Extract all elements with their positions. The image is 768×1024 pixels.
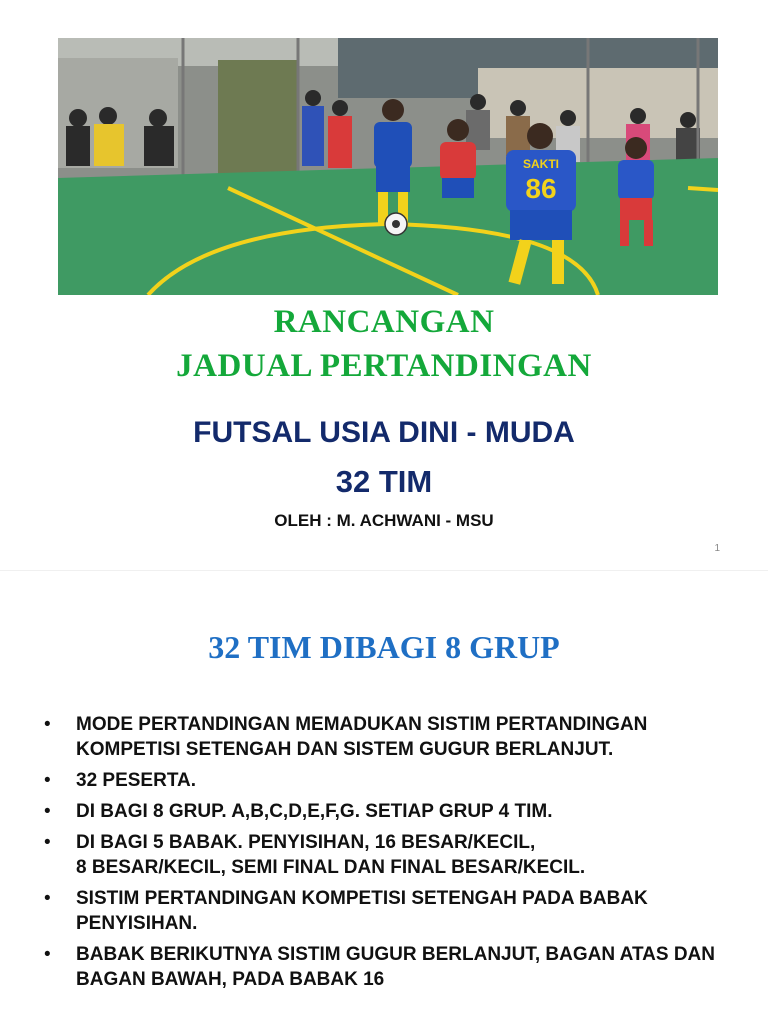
slide-2-title: 32 TIM DIBAGI 8 GRUP bbox=[208, 629, 560, 665]
slide-divider bbox=[0, 570, 768, 571]
title-line-1: RANCANGAN bbox=[273, 304, 495, 340]
author-line: OLEH : M. ACHWANI - MSU bbox=[274, 511, 494, 530]
list-item bbox=[44, 942, 734, 992]
bullet-dot: • bbox=[44, 801, 51, 822]
bullet-text: 32 PESERTA. bbox=[76, 770, 197, 791]
bullet-text: DI BAGI 8 GRUP. A,B,C,D,E,F,G. SETIAP GRUP 4 TIM. bbox=[76, 801, 553, 822]
slide-2 bbox=[0, 575, 768, 1024]
bullet-text-continued: 8 BESAR/KECIL, SEMI FINAL DAN FINAL BESAR/KECIL. bbox=[76, 857, 586, 878]
list-item bbox=[44, 768, 734, 793]
bullet-dot: • bbox=[44, 714, 51, 735]
bullet-text: DI BAGI 5 BABAK. PENYISIHAN, 16 BESAR/KECIL, bbox=[76, 832, 536, 853]
bullet-text: SISTIM PERTANDINGAN KOMPETISI SETENGAH PADA BABAK PENYISIHAN. bbox=[76, 888, 648, 934]
bullet-dot: • bbox=[44, 770, 51, 791]
subtitle-line-1: FUTSAL USIA DINI - MUDA bbox=[193, 416, 575, 449]
jersey-name: SAKTI bbox=[523, 157, 559, 171]
bullet-dot: • bbox=[44, 944, 51, 965]
futsal-photo bbox=[58, 38, 718, 295]
jersey-number: 86 bbox=[525, 173, 557, 204]
bullet-text: MODE PERTANDINGAN MEMADUKAN SISTIM PERTANDINGAN KOMPETISI SETENGAH DAN SISTEM GUGUR BERLANJUT. bbox=[76, 714, 648, 760]
list-item bbox=[44, 799, 734, 824]
bullet-dot: • bbox=[44, 832, 51, 853]
page-number: 1 bbox=[714, 543, 720, 554]
bullet-text: BABAK BERIKUTNYA SISTIM GUGUR BERLANJUT, BAGAN ATAS DAN BAGAN BAWAH, PADA BABAK 16 bbox=[76, 944, 715, 990]
list-item bbox=[44, 830, 734, 880]
subtitle-line-2: 32 TIM bbox=[335, 464, 433, 499]
list-item bbox=[44, 712, 734, 762]
list-item bbox=[44, 886, 734, 936]
bullet-dot: • bbox=[44, 888, 51, 909]
futsal-photo-illustration bbox=[58, 38, 718, 295]
title-line-2: JADUAL PERTANDINGAN bbox=[176, 348, 592, 384]
bullet-list bbox=[44, 712, 734, 998]
